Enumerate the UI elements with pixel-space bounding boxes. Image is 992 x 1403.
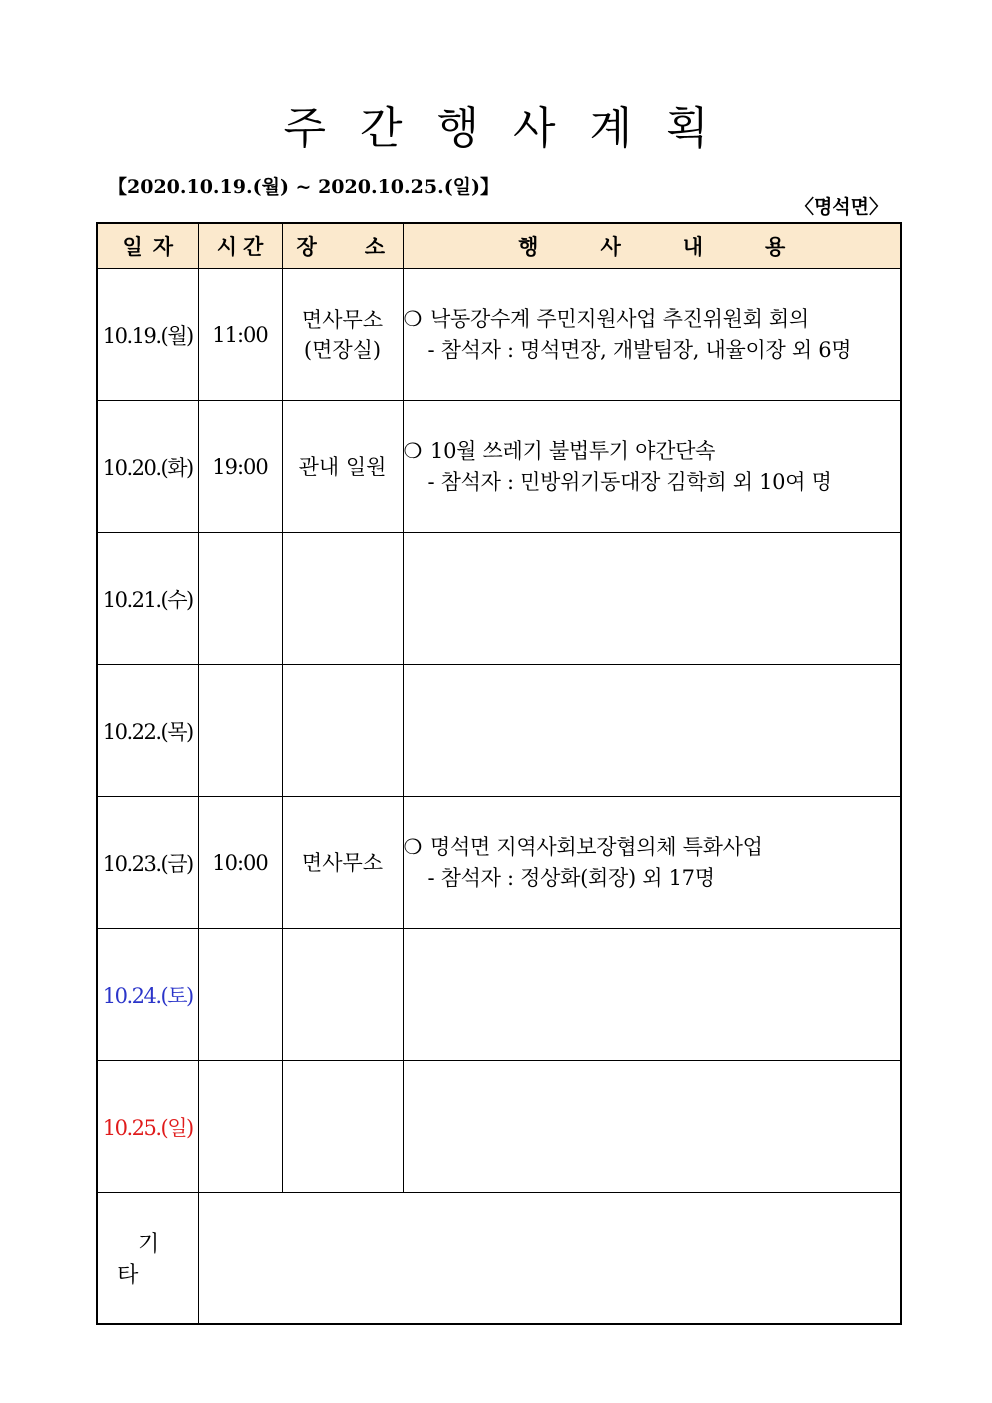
row-content [403,665,901,797]
etc-row [97,1193,901,1325]
row-content [403,1061,901,1193]
row-event-text: 10월 쓰레기 불법투기 야간단속 [430,438,716,463]
table-row [97,401,901,533]
row-place [282,1061,403,1193]
row-attendees: - 참석자 : 명석면장, 개발팀장, 내율이장 외 6명 [427,337,852,362]
row-time [198,533,282,665]
row-content [403,797,901,929]
table-header-row [97,223,901,269]
row-place-main: 면사무소 [301,307,384,332]
row-time [198,929,282,1061]
row-date: 10.20.(화) [97,401,198,533]
row-date: 10.23.(금) [97,797,198,929]
weekly-schedule-table [96,222,902,1325]
etc-label: 기타 [97,1193,198,1325]
row-place [282,665,403,797]
row-time: 11:00 [198,269,282,401]
table-row [97,797,901,929]
row-date: 10.21.(수) [97,533,198,665]
row-content [403,401,901,533]
row-event [404,832,901,863]
bullet-circle-icon: ❍ [403,306,423,331]
row-place [282,269,403,401]
row-date: 10.22.(목) [97,665,198,797]
table-row [97,1061,901,1193]
row-place [282,929,403,1061]
row-place-sub: (면장실) [303,337,382,362]
row-event [404,436,901,467]
row-time: 19:00 [198,401,282,533]
header-date: 일자 [97,223,198,269]
table-row [97,269,901,401]
table-row [97,929,901,1061]
row-event-text: 명석면 지역사회보장협의체 특화사업 [430,834,763,859]
row-content [403,533,901,665]
row-event-text: 낙동강수계 주민지원사업 추진위원회 회의 [430,306,809,331]
header-time: 시간 [198,223,282,269]
page-title: 주간행사계획 [283,103,743,154]
row-place [282,533,403,665]
row-date-sunday: 10.25.(일) [97,1061,198,1193]
bullet-circle-icon: ❍ [403,438,423,463]
header-place-char-1: 장 [296,234,317,259]
table-row [97,665,901,797]
header-content: 행사내용 [403,223,901,269]
header-place-char-2: 소 [364,234,386,259]
row-attendees: - 참석자 : 민방위기동대장 김학희 외 10여 명 [427,469,832,494]
row-time [198,1061,282,1193]
bullet-circle-icon: ❍ [403,834,423,859]
department-label: 〈명석면〉 [794,196,888,218]
row-place-main: 면사무소 [301,850,384,875]
row-content [403,929,901,1061]
date-range: 【2020.10.19.(월) ~ 2020.10.25.(일)】 [108,176,500,198]
table-row [97,533,901,665]
etc-content [198,1193,901,1325]
row-attendees: - 참석자 : 정상화(회장) 외 17명 [427,865,715,890]
header-place [282,223,403,269]
row-date: 10.19.(월) [97,269,198,401]
row-place-main: 관내 일원 [298,454,387,479]
row-date-saturday: 10.24.(토) [97,929,198,1061]
row-event [404,304,901,335]
row-place [282,401,403,533]
row-content [403,269,901,401]
row-place [282,797,403,929]
row-time: 10:00 [198,797,282,929]
row-time [198,665,282,797]
